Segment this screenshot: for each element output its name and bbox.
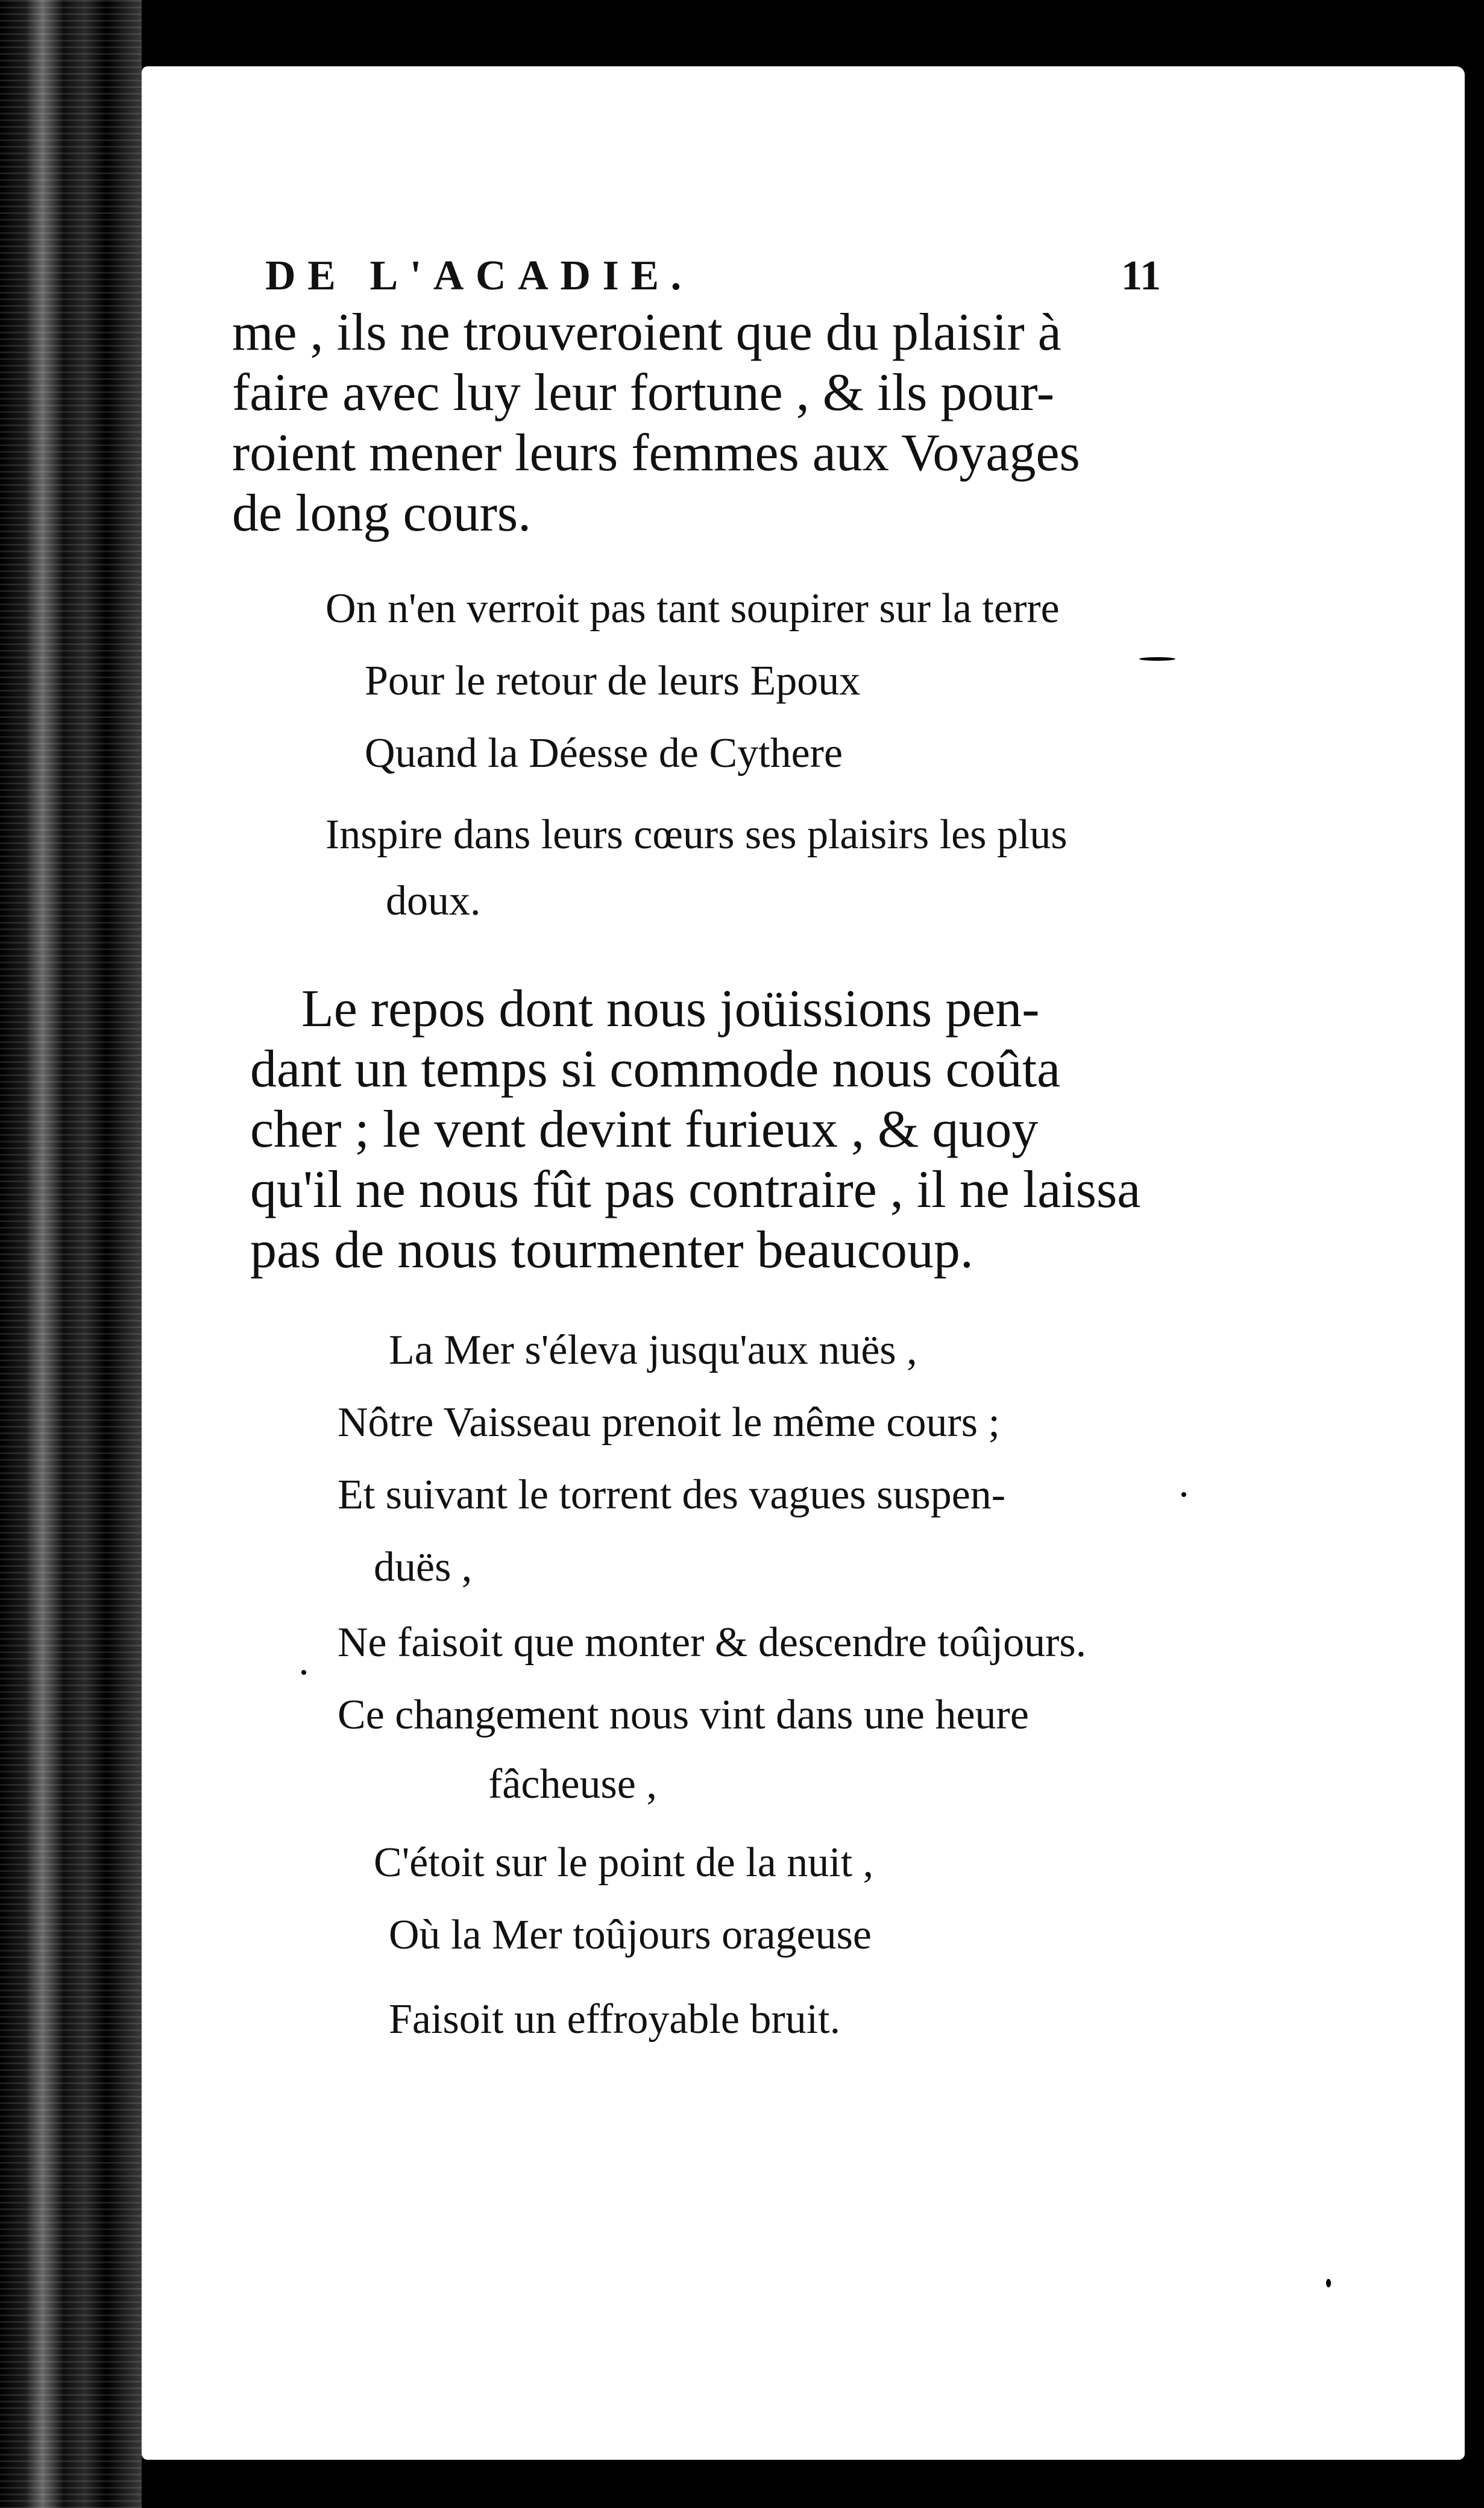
scan-speck (1139, 657, 1175, 661)
verse-line: doux. (386, 878, 481, 924)
verse-line: Où la Mer toûjours orageuse (389, 1912, 872, 1958)
verse-line: Quand la Déesse de Cythere (365, 730, 843, 777)
verse-line: Ne faisoit que monter & descendre toûjours. (338, 1619, 1087, 1666)
verse-line: fâcheuse , (488, 1761, 657, 1807)
prose-line: dant un temps si commode nous coûta (250, 1040, 1061, 1098)
verse-line: On n'en verroit pas tant soupirer sur la terre (325, 585, 1060, 632)
prose-line: Le repos dont nous joüissions pen- (301, 980, 1040, 1038)
running-head: DE L'ACADIE. (265, 253, 693, 299)
verse-line: duës , (374, 1544, 473, 1590)
prose-line: de long cours. (232, 484, 532, 543)
page-number: 11 (1121, 253, 1162, 299)
verse-line: La Mer s'éleva jusqu'aux nuës , (389, 1327, 917, 1373)
verse-line: Inspire dans leurs cœurs ses plaisirs les plus (325, 811, 1067, 858)
book-binding-edge (0, 0, 142, 2508)
scan-speck (1181, 1492, 1186, 1497)
prose-line: roient mener leurs femmes aux Voyages (232, 424, 1080, 482)
verse-line: Et suivant le torrent des vagues suspen- (338, 1472, 1006, 1518)
verse-line: C'étoit sur le point de la nuit , (374, 1839, 874, 1886)
prose-line: faire avec luy leur fortune , & ils pour- (232, 364, 1055, 422)
verse-line: Faisoit un effroyable bruit. (389, 1996, 841, 2043)
prose-line: qu'il ne nous fût pas contraire , il ne laissa (250, 1161, 1141, 1219)
verse-line: Nôtre Vaisseau prenoit le même cours ; (338, 1399, 1000, 1446)
verse-line: Pour le retour de leurs Epoux (365, 658, 861, 704)
prose-line: pas de nous tourmenter beaucoup. (250, 1221, 973, 1279)
prose-line: cher ; le vent devint furieux , & quoy (250, 1100, 1039, 1159)
scan-speck (301, 1670, 306, 1675)
scan-speck (1326, 2279, 1331, 2287)
prose-line: me , ils ne trouveroient que du plaisir à (232, 303, 1061, 362)
verse-line: Ce changement nous vint dans une heure (338, 1692, 1029, 1738)
